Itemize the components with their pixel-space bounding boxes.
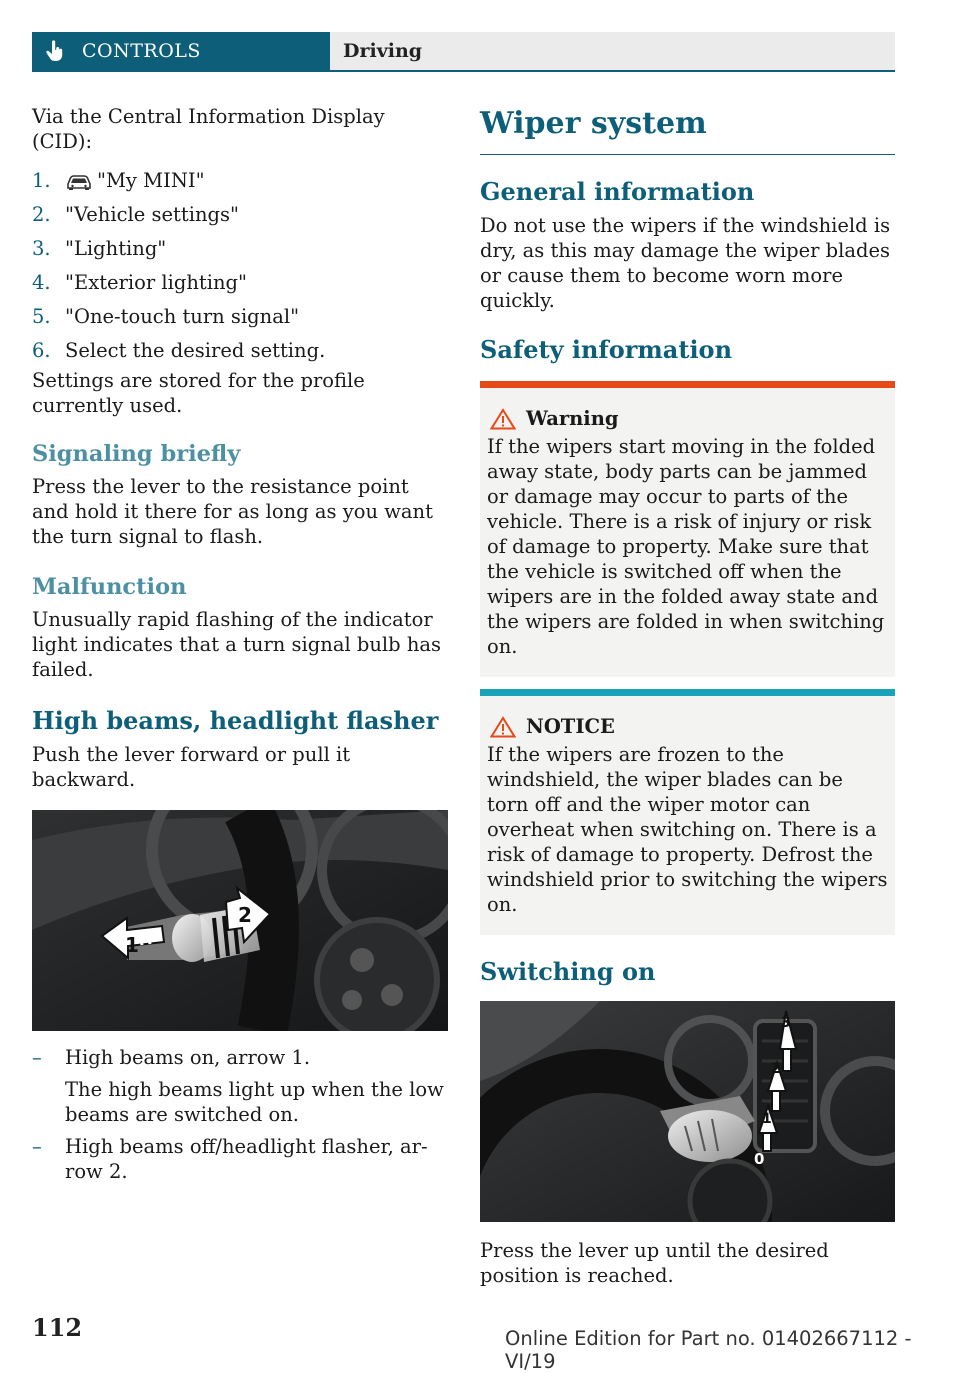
warning-title-row	[487, 404, 888, 434]
step-text: "Exterior lighting"	[65, 271, 247, 294]
stored-note: Settings are stored for the profile currently used.	[32, 369, 365, 417]
step-text: Select the desired setting.	[65, 339, 326, 362]
bullet-item	[32, 1045, 448, 1127]
header-rule	[32, 70, 895, 72]
step-item	[32, 232, 448, 266]
signaling-heading: Signaling briefly	[32, 441, 241, 467]
hand-pointer-icon	[44, 40, 66, 62]
step-item	[32, 266, 448, 300]
section-tab	[32, 32, 330, 70]
page-header	[32, 32, 895, 72]
step-text: "Vehicle settings"	[65, 203, 239, 226]
step-number: 6.	[32, 339, 51, 362]
position-label-3: 3	[781, 1015, 791, 1031]
step-number: 3.	[32, 237, 51, 260]
step-number: 5.	[32, 305, 51, 328]
step-item	[32, 198, 448, 232]
switching-text: Press the lever up until the desired position is reached.	[480, 1239, 829, 1287]
step-number: 2.	[32, 203, 51, 226]
step-number: 4.	[32, 271, 51, 294]
chapter-label: Driving	[343, 40, 423, 62]
position-label-2: 2	[771, 1061, 781, 1077]
safety-heading: Safety information	[480, 335, 733, 364]
step-item	[32, 334, 448, 368]
intro-text: Via the Central Information Display (CID):	[32, 105, 385, 153]
step-text: "My MINI"	[97, 169, 205, 192]
bullet-dash: –	[32, 1046, 42, 1069]
warning-text: If the wipers start moving in the folded away state, body parts can be jammed or damage may occur to parts of the vehicle. There is a risk of injury or risk of damage to property. Make sure that the vehicle is switched off when the wipers are in the folded away state and the wipers are folded in when switching on.	[487, 435, 885, 658]
highbeams-text: Push the lever forward or pull it backward.	[32, 743, 351, 791]
bullet-text: High beams on, arrow 1.	[65, 1046, 311, 1069]
step-list	[32, 164, 448, 368]
wiper-system-title: Wiper system	[480, 106, 707, 141]
malfunction-heading: Malfunction	[32, 574, 187, 600]
highbeam-lever-figure	[32, 810, 448, 1031]
notice-box	[480, 689, 895, 935]
title-rule	[480, 154, 895, 155]
step-item	[32, 300, 448, 334]
step-item	[32, 164, 448, 198]
position-label-0: 0	[754, 1150, 765, 1168]
general-heading: General information	[480, 177, 755, 206]
arrow-label-2: 2	[238, 903, 252, 927]
notice-title-row	[487, 712, 888, 742]
left-column	[32, 104, 448, 1184]
car-icon	[65, 173, 93, 191]
bullet-item	[32, 1134, 448, 1184]
step-text: "Lighting"	[65, 237, 167, 260]
notice-title: NOTICE	[526, 715, 615, 738]
switching-heading: Switching on	[480, 957, 656, 986]
right-column	[480, 104, 895, 1288]
wiper-lever-figure	[480, 1001, 895, 1222]
position-label-1: 1	[762, 1111, 772, 1127]
warning-title: Warning	[526, 407, 619, 430]
highbeams-heading: High beams, headlight flasher	[32, 706, 439, 735]
signaling-text: Press the lever to the resistance point and hold it there for as long as you want the turn signal to flash.	[32, 475, 433, 548]
malfunction-text: Unusually rapid flashing of the indicator light indicates that a turn signal bulb has failed.	[32, 608, 442, 681]
step-number: 1.	[32, 169, 51, 192]
chapter-tab	[330, 32, 895, 70]
notice-text: If the wipers are frozen to the windshield, the wiper blades can be torn off and the wiper motor can overheat when switching on. There is a risk of damage to property. Defrost the windshield prior to switching the wipers on.	[487, 743, 888, 916]
edition-footer: Online Edition for Part no. 01402667112 - VI/19	[505, 1327, 912, 1373]
arrow-label-1: 1	[125, 933, 139, 957]
warning-box	[480, 381, 895, 677]
notice-triangle-icon	[490, 716, 516, 738]
highbeam-lever-image	[32, 810, 448, 1031]
warning-triangle-icon	[490, 408, 516, 430]
step-text: "One-touch turn signal"	[65, 305, 300, 328]
general-text: Do not use the wipers if the windshield is dry, as this may damage the wiper blades or cause them to become worn more quickly.	[480, 214, 891, 312]
bullet-text: High beams off/headlight flasher, ar- row 2.	[65, 1135, 428, 1183]
section-label: CONTROLS	[82, 40, 201, 62]
bullet-dash: –	[32, 1135, 42, 1158]
page-number: 112	[32, 1313, 83, 1342]
bullet-subtext: The high beams light up when the low beams are switched on.	[65, 1078, 444, 1126]
wiper-lever-image	[480, 1001, 895, 1222]
